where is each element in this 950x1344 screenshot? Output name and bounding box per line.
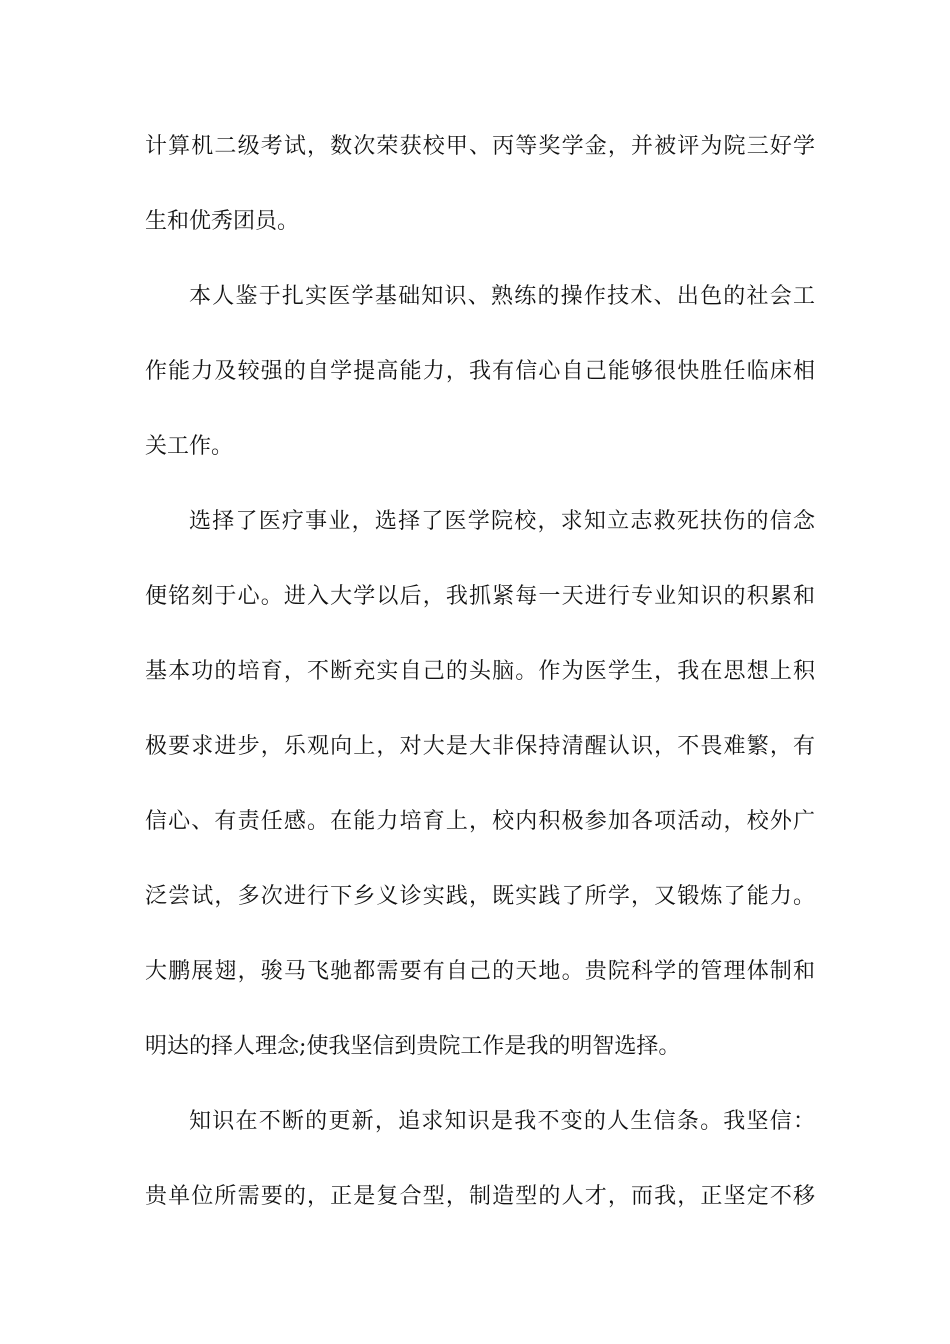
- text-line: 信心、有责任感。在能力培育上，校内积极参加各项活动，校外广: [145, 809, 815, 834]
- text-line: 极要求进步，乐观向上，对大是大非保持清醒认识，不畏难繁，有: [145, 734, 815, 759]
- paragraph-start-line: 本人鉴于扎实医学基础知识、熟练的操作技术、出色的社会工: [189, 284, 815, 309]
- text-line: 作能力及较强的自学提高能力，我有信心自己能够很快胜任临床相: [145, 359, 815, 384]
- text-line: 便铭刻于心。进入大学以后，我抓紧每一天进行专业知识的积累和: [145, 584, 815, 609]
- text-line: 泛尝试，多次进行下乡义诊实践，既实践了所学，又锻炼了能力。: [145, 884, 815, 909]
- paragraph-start-line: 选择了医疗事业，选择了医学院校，求知立志救死扶伤的信念: [189, 509, 815, 534]
- text-line: 计算机二级考试，数次荣获校甲、丙等奖学金，并被评为院三好学: [145, 134, 815, 159]
- paragraph-start-line: 知识在不断的更新，追求知识是我不变的人生信条。我坚信：: [189, 1109, 815, 1134]
- text-line: 基本功的培育，不断充实自己的头脑。作为医学生，我在思想上积: [145, 659, 815, 684]
- text-line: 贵单位所需要的，正是复合型，制造型的人才，而我，正坚定不移: [145, 1184, 815, 1209]
- text-line: 关工作。: [145, 434, 234, 459]
- text-line: 大鹏展翅，骏马飞驰都需要有自己的天地。贵院科学的管理体制和: [145, 959, 815, 984]
- text-line: 生和优秀团员。: [145, 209, 300, 234]
- document-body: [145, 127, 815, 1252]
- text-line: 明达的择人理念;使我坚信到贵院工作是我的明智选择。: [145, 1034, 681, 1059]
